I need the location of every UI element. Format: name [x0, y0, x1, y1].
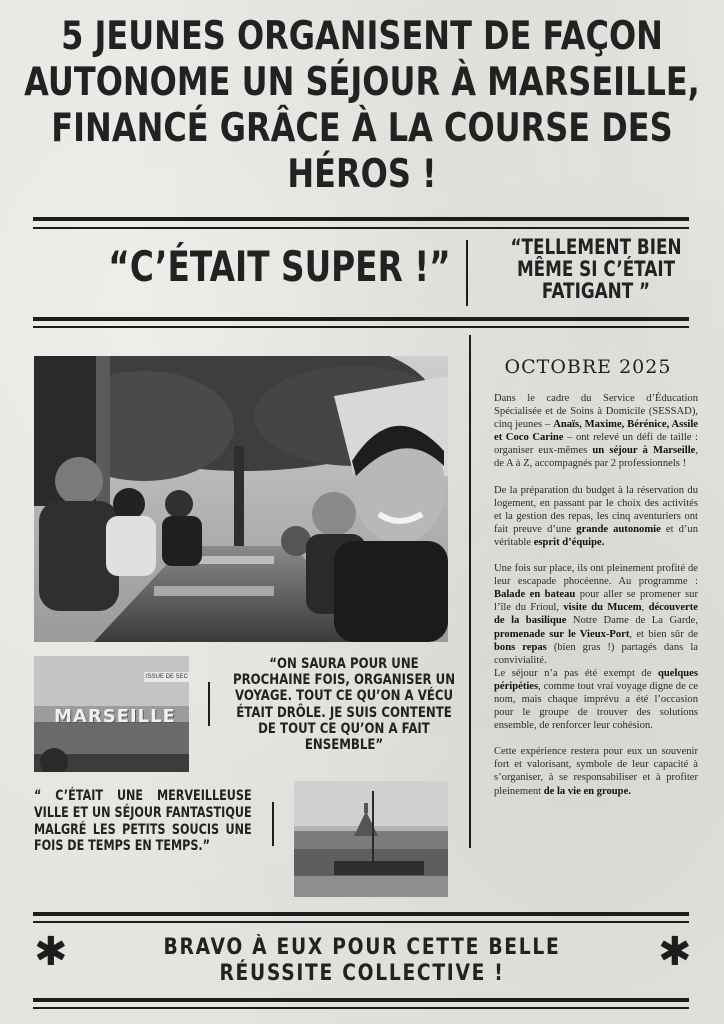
- asterisk-icon: ✱: [658, 929, 692, 975]
- asterisk-icon: ✱: [34, 929, 68, 975]
- divider: [33, 217, 689, 221]
- article-paragraph: De la préparation du budget à la réservation du logement, en passant par le choix des activités et la gestion des repas, les cinq aventuriers ont fait preuve d’une grande autonomie et d’un véritable esprit d’équipe.: [494, 484, 698, 548]
- divider: [33, 317, 689, 321]
- marseille-sign-photo: [34, 656, 189, 772]
- divider: [33, 227, 689, 229]
- divider: [33, 921, 689, 923]
- article-body: [494, 392, 698, 811]
- article-paragraph: Une fois sur place, ils ont pleinement profité de leur escapade phocéenne. Au programme : Balade en bateau pour aller se promener sur l’île du Frioul, visite du Mucem, découverte de la basilique Notre Dame de La Garde, promenade sur le Vieux-Port, et bien sûr de bons repas (bien gras !) partagés dans la convivialité. Le séjour n’a pas été exempt de quelques péripéties, comme tout vrai voyage digne de ce nom, mais chaque imprévu a été l’occasion pour le groupe de trouver des solutions ensemble, de renforcer leur cohésion.: [494, 563, 699, 732]
- column-divider: [466, 240, 468, 306]
- group-photo: [34, 356, 448, 642]
- vieux-port-photo: [294, 781, 448, 897]
- divider: [33, 1007, 689, 1009]
- banner-text: ISSUE DE SEC: [146, 674, 189, 680]
- bravo-banner: BRAVO À EUX POUR CETTE BELLE RÉUSSITE COLLECTIVE !: [163, 935, 561, 986]
- quote-prochaine: “ON SAURA POUR UNE PROCHAINE FOIS, ORGANISER UN VOYAGE. TOUT CE QU’ON A VÉCU ÉTAIT DRÔLE. JE SUIS CONTENTE DE TOUT CE QU’ON A FAIT ENSEMBLE”: [232, 656, 456, 754]
- column-divider: [469, 335, 471, 848]
- quote-divider: [208, 682, 210, 726]
- quote-super: “C’ÉTAIT SUPER !”: [108, 242, 451, 291]
- article-paragraph: Cette expérience restera pour eux un souvenir fort et valorisant, symbole de leur capacité à s’organiser, à se responsabiliser et à profiter pleinement de la vie en groupe.: [494, 746, 698, 797]
- quote-merveilleuse: “ C’ÉTAIT UNE MERVEILLEUSE VILLE ET UN SÉJOUR FANTASTIQUE MALGRÉ LES PETITS SOUCIS UNE FOIS DE TEMPS EN TEMPS.”: [34, 788, 252, 855]
- marseille-sign-text: MARSEILLE: [54, 706, 176, 727]
- vieux-port-image: [294, 781, 448, 897]
- date-heading: OCTOBRE 2025: [504, 356, 672, 378]
- divider: [33, 998, 689, 1002]
- quote-tellement: “TELLEMENT BIEN MÊME SI C’ÉTAIT FATIGANT ”: [510, 235, 682, 303]
- divider: [33, 326, 689, 328]
- quote-divider: [272, 802, 274, 846]
- headline: 5 JEUNES ORGANISENT DE FAÇON AUTONOME UN SÉJOUR À MARSEILLE, FINANCÉ GRÂCE À LA COURSE DES HÉROS !: [24, 14, 700, 197]
- divider: [33, 912, 689, 916]
- group-photo-image: [34, 356, 448, 642]
- article-paragraph: Dans le cadre du Service d’Éducation Spécialisée et de Soins à Domicile (SESSAD), cinq jeunes – Anaïs, Maxime, Bérénice, Assile et Coco Carine – ont relevé un défi de taille : organiser eux-mêmes un séjour à Marseille, de A à Z, accompagnés par 2 professionnels !: [494, 393, 698, 470]
